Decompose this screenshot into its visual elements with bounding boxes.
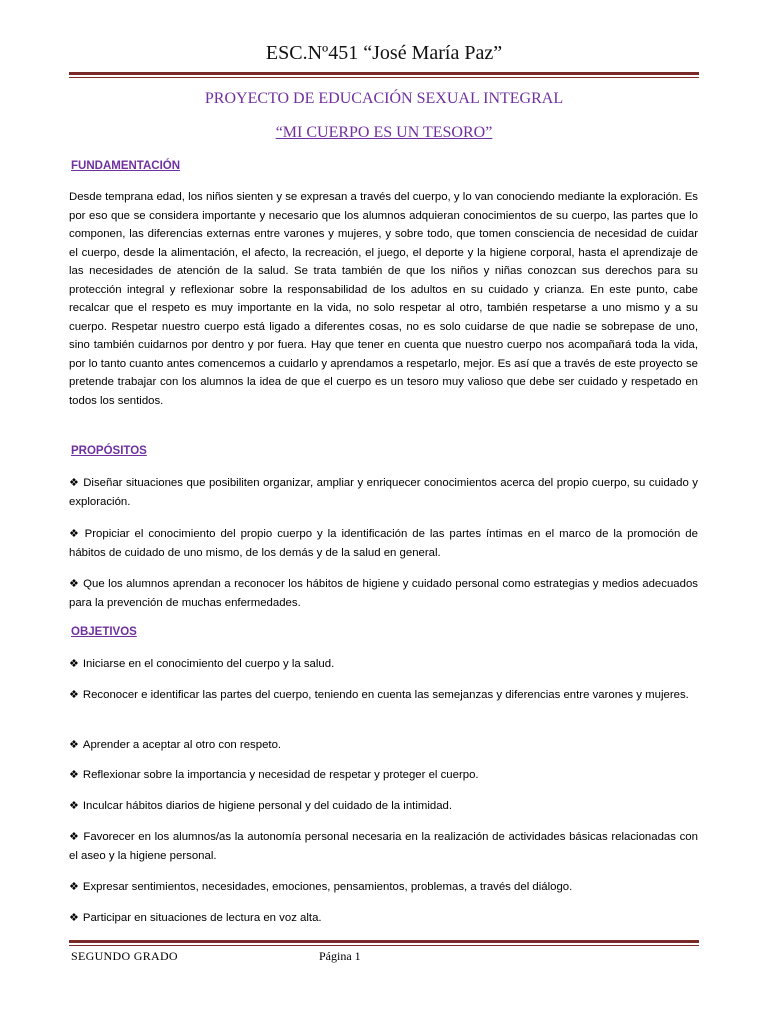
objetivo-item [69,909,698,928]
bullet-diamond-icon: ❖ [69,881,79,893]
objetivo-item [69,655,698,674]
objetivo-item-text: Participar en situaciones de lectura en voz alta. [82,912,322,924]
objetivo-item-text: Iniciarse en el conocimiento del cuerpo y la salud. [82,658,335,670]
fundamentacion-heading: FUNDAMENTACIÓN [71,160,181,172]
project-subtitle [0,124,768,142]
objetivo-item [69,797,698,816]
objetivo-item-text: Expresar sentimientos, necesidades, emociones, pensamientos, problemas, a través del diálogo. [82,881,573,893]
bullet-diamond-icon: ❖ [69,769,79,781]
bullet-diamond-icon: ❖ [69,477,80,489]
objetivo-item-text: Favorecer en los alumnos/as la autonomía personal necesaria en la realización de actividades básicas relacionadas con el aseo y la higiene personal. [69,831,698,862]
objetivo-item-text: Reconocer e identificar las partes del cuerpo, teniendo en cuenta las semejanzas y diferencias entre varones y mujeres. [82,689,689,701]
footer-grade: SEGUNDO GRADO [71,949,178,963]
school-header: ESC.Nº451 “José María Paz” [265,42,503,64]
objetivos-heading: OBJETIVOS [71,626,137,638]
proposito-item-text: Propiciar el conocimiento del propio cuerpo y la identificación de las partes íntimas en el marco de la promoción de hábitos de cuidado de uno mismo, de los demás y de la salud en general. [69,528,698,559]
bullet-diamond-icon: ❖ [69,689,79,701]
objetivo-item-text: Aprender a aceptar al otro con respeto. [82,739,282,751]
objetivo-item [69,686,698,705]
objetivo-item [69,736,698,755]
footer-divider [69,940,699,946]
header-divider [69,72,699,78]
proposito-item-text: Diseñar situaciones que posibiliten organizar, ampliar y enriquecer conocimientos acerca del propio cuerpo, su cuidado y exploración. [69,477,698,508]
proposito-item [69,525,698,562]
objetivo-item [69,766,698,785]
proposito-item [69,474,698,511]
objetivo-item-text: Inculcar hábitos diarios de higiene personal y del cuidado de la intimidad. [82,800,453,812]
objetivo-item-text: Reflexionar sobre la importancia y necesidad de respetar y proteger el cuerpo. [82,769,479,781]
bullet-diamond-icon: ❖ [69,912,79,924]
bullet-diamond-icon: ❖ [69,528,81,540]
bullet-diamond-icon: ❖ [69,800,79,812]
bullet-diamond-icon: ❖ [69,831,80,843]
proposito-item [69,575,698,612]
proposito-item-text: Que los alumnos aprendan a reconocer los hábitos de higiene y cuidado personal como estrategias y medios adecuados para la prevención de muchas enfermedades. [69,578,698,609]
bullet-diamond-icon: ❖ [69,739,79,751]
bullet-diamond-icon: ❖ [69,578,80,590]
propositos-heading: PROPÓSITOS [71,445,147,457]
project-title: PROYECTO DE EDUCACIÓN SEXUAL INTEGRAL [204,90,564,107]
page-number: Página 1 [319,949,361,963]
project-subtitle-text: “MI CUERPO ES UN TESORO” [275,124,493,141]
objetivo-item [69,828,698,865]
bullet-diamond-icon: ❖ [69,658,79,670]
objetivo-item [69,878,698,897]
fundamentacion-text: Desde temprana edad, los niños sienten y se expresan a través del cuerpo, y lo van conociendo mediante la exploración. Es por eso que se considera importante y necesario que los alumnos adquieran conocimientos de su cuerpo, las partes que lo componen, las diferencias externas entre varones y mujeres, y sobre todo, que tomen consciencia de necesidad de cuidar el cuerpo, desde la alimentación, el afecto, la recreación, el juego, el deporte y la higiene corporal, hasta el aprendizaje de las necesidades de atención de la salud. Se trata también de que los niños y niñas conozcan sus derechos para su protección integral y reflexionar sobre la responsabilidad de los adultos en su cuidado y crianza. En este punto, cabe recalcar que el respeto es muy importante en la vida, no solo respetar al otro, también respetarse a uno mismo y a su cuerpo. Respetar nuestro cuerpo está ligado a diferentes cosas, no es solo cuidarse de que nadie se sobrepase de uno, sino también cuidarnos por dentro y por fuera. Hay que tener en cuenta que nuestro cuerpo nos acompañará toda la vida, por lo tanto cuanto antes comencemos a cuidarlo y aprendamos a respetarlo, mejor. Es así que a través de este proyecto se pretende trabajar con los alumnos la idea de que el cuerpo es un tesoro muy valioso que debe ser cuidado y respetado en todos los sentidos. [69,191,698,407]
